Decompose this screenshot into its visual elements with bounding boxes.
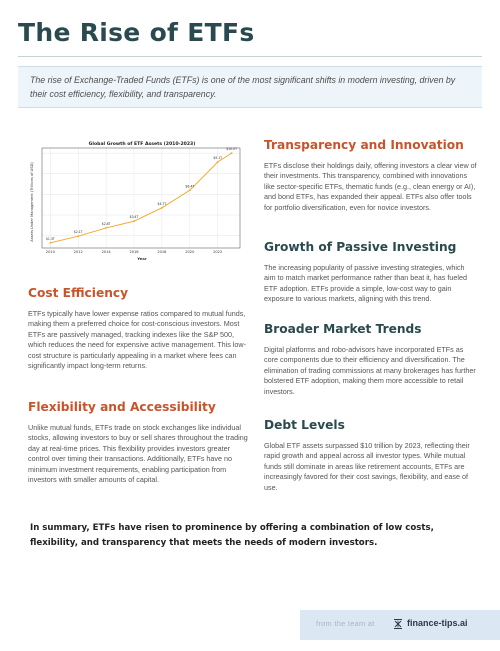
debt-levels-heading: Debt Levels: [264, 418, 345, 432]
data-point: [49, 242, 51, 244]
broader-trends-heading: Broader Market Trends: [264, 322, 422, 336]
x-tick-label: 2018: [157, 250, 167, 254]
x-tick-label: 2020: [185, 250, 195, 254]
data-label: $9.1T: [213, 156, 223, 161]
data-point: [105, 227, 107, 229]
section-flexibility: [28, 400, 250, 485]
data-label: $6.4T: [185, 184, 195, 189]
section-broader-trends: [264, 322, 478, 397]
data-point: [77, 235, 79, 237]
chart-marks: [46, 147, 237, 244]
chart-svg: [28, 136, 244, 264]
data-label: $2.1T: [73, 230, 83, 235]
page-title: The Rise of ETFs: [18, 18, 255, 47]
broader-trends-body: Digital platforms and robo-advisors have incorporated ETFs as core components due to their efficiency and diversification. The elimination of trading commissions at many brokerages has further bolstered ETF adoption, making them more accessible to retail investors.: [264, 345, 476, 396]
data-label: $1.3T: [45, 236, 55, 241]
data-point: [189, 189, 191, 191]
title-divider: [18, 56, 482, 57]
flexibility-heading: Flexibility and Accessibility: [28, 400, 216, 414]
footer-brand[interactable]: finance-tips.ai: [407, 618, 468, 628]
cost-efficiency-heading: Cost Efficiency: [28, 286, 129, 300]
transparency-body: ETFs disclose their holdings daily, offering investors a clear view of their investments. This transparency, combined with innovations like sector-specific ETFs, thematic funds (e.g., clean energy or AI), and bond ETFs, has expanded their appeal. ETFs also offer tools for portfolio diversification, even for novice investors.: [264, 161, 477, 212]
plot-frame: [42, 148, 240, 248]
intro-box: [18, 66, 482, 108]
chart-grid: [42, 148, 240, 248]
chart-title: Global Growth of ETF Assets (2010-2023): [88, 142, 196, 147]
footer-from-text: from the team at: [316, 619, 375, 628]
section-passive-investing: [264, 240, 478, 305]
transparency-heading: Transparency and Innovation: [264, 138, 464, 152]
data-point: [133, 220, 135, 222]
chart-ylabel: Assets Under Management (Trillions of USD): [30, 162, 34, 242]
flexibility-body: Unlike mutual funds, ETFs trade on stock exchanges like individual stocks, allowing investors to buy or sell shares throughout the trading day at real-time prices. This flexibility provides investors greater control over timing their transactions. Additionally, ETFs have no minimum investment requirements, enabling participation from investors with smaller amounts of capital.: [28, 423, 248, 485]
x-tick-label: 2012: [73, 250, 83, 254]
section-debt-levels: [264, 418, 478, 493]
x-tick-label: 2014: [101, 250, 111, 254]
x-tick-label: 2010: [45, 250, 55, 254]
etf-growth-chart: [28, 136, 244, 264]
data-label: $10.0T: [226, 147, 238, 152]
cost-efficiency-body: ETFs typically have lower expense ratios compared to mutual funds, making them a preferred choice for cost-conscious investors. Most ETFs are passively managed, tracking indexes like the S&P 500, which reduces the need for expensive active management. This low-cost structure is particularly appealing in a market where fees can significantly impact long-term returns.: [28, 309, 247, 371]
intro-text: The rise of Exchange-Traded Funds (ETFs) is one of the most significant shifts in modern investing, driven by their cost efficiency, flexibility, and transparency.: [30, 75, 456, 99]
dollar-scroll-icon: [392, 618, 404, 630]
chart-xlabel: Year: [137, 256, 147, 261]
data-label: $2.8T: [101, 221, 111, 226]
data-label: $4.7T: [157, 201, 167, 206]
x-tick-label: 2022: [213, 250, 223, 254]
footer-banner: [300, 610, 500, 640]
data-point: [161, 207, 163, 209]
passive-investing-body: The increasing popularity of passive investing strategies, which aim to match market performance rather than beat it, has fueled ETF adoption. ETFs provide a simple, low-cost way to gain exposure to various markets, aligning with this trend.: [264, 263, 467, 304]
debt-levels-body: Global ETF assets surpassed $10 trillion by 2023, reflecting their rapid growth and appeal across all investor types. While mutual funds still dominate in areas like retirement accounts, ETFs are increasingly favored for their cost savings, flexibility, and ease of use.: [264, 441, 470, 492]
data-point: [217, 161, 219, 163]
section-cost-efficiency: [28, 286, 250, 371]
summary-text: In summary, ETFs have risen to prominence by offering a combination of low costs, flexibility, and transparency that meets the needs of modern investors.: [30, 523, 434, 548]
passive-investing-heading: Growth of Passive Investing: [264, 240, 457, 254]
data-label: $3.4T: [129, 215, 139, 220]
x-tick-label: 2016: [129, 250, 139, 254]
section-transparency: [264, 138, 478, 213]
data-point: [231, 152, 233, 154]
